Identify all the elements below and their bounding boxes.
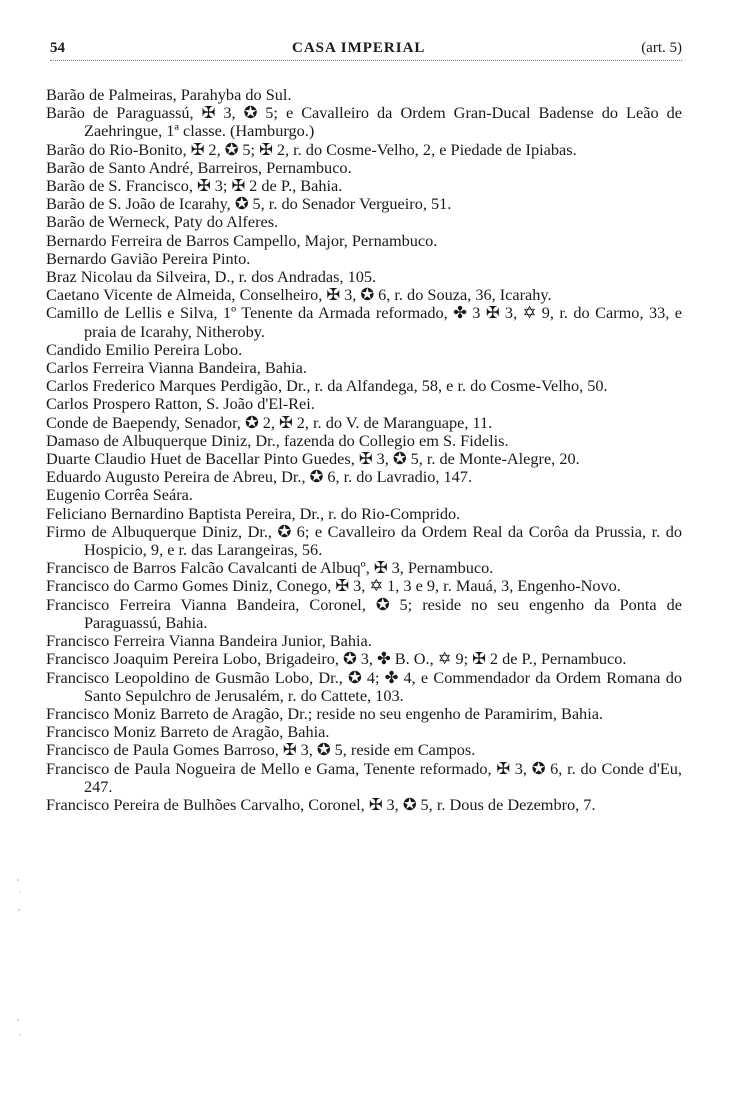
list-item: Francisco Pereira de Bulhões Carvalho, Coronel, ✠ 3, ✪ 5, r. Dous de Dezembro, 7. xyxy=(46,794,596,814)
list-item: Barão de S. João de Icarahy, ✪ 5, r. do Senador Vergueiro, 51. xyxy=(46,194,452,214)
list-item: Carlos Frederico Marques Perdigão, Dr., r. da Alfandega, 58, e r. do Cosme-Velho, 50. xyxy=(46,376,608,396)
list-item: Braz Nicolau da Silveira, D., r. dos Andradas, 105. xyxy=(46,267,377,287)
list-item: Bernardo Gavião Pereira Pinto. xyxy=(46,248,251,268)
article-reference: (art. 5) xyxy=(641,40,682,56)
margin-specks-decoration xyxy=(16,870,22,1050)
list-item: Francisco Moniz Barreto de Aragão, Bahia. xyxy=(46,722,330,742)
header-rule xyxy=(50,60,682,61)
list-item: Duarte Claudio Huet de Bacellar Pinto Guedes, ✠ 3, ✪ 5, r. de Monte-Alegre, 20. xyxy=(46,449,580,469)
list-item: Francisco Leopoldino de Gusmão Lobo, Dr., ✪ 4; ✤ 4, e Commendador da Ordem Romana do Santo Sepulchro de Jerusalém, r. do Cattete, 103. xyxy=(46,667,682,705)
list-item: Barão de Werneck, Paty do Alferes. xyxy=(46,212,279,232)
list-item: Francisco de Paula Gomes Barroso, ✠ 3, ✪ 5, reside em Campos. xyxy=(46,740,476,760)
list-item: Feliciano Bernardino Baptista Pereira, Dr., r. do Rio-Comprido. xyxy=(46,503,461,523)
page-number: 54 xyxy=(50,40,65,56)
list-item: Francisco Ferreira Vianna Bandeira Junior, Bahia. xyxy=(46,631,372,651)
running-title: CASA IMPERIAL xyxy=(292,40,426,56)
list-item: Eugenio Corrêa Seára. xyxy=(46,485,193,505)
list-item: Barão de Palmeiras, Parahyba do Sul. xyxy=(46,85,292,104)
list-item: Francisco Ferreira Vianna Bandeira, Coronel, ✪ 5; reside no seu engenho da Ponta de Paraguassú, Bahia. xyxy=(46,594,682,632)
list-item: Carlos Ferreira Vianna Bandeira, Bahia. xyxy=(46,358,307,378)
list-item: Caetano Vicente de Almeida, Conselheiro, ✠ 3, ✪ 6, r. do Souza, 36, Icarahy. xyxy=(46,285,552,305)
list-item: Candido Emilio Pereira Lobo. xyxy=(46,339,243,359)
list-item: Carlos Prospero Ratton, S. João d'El-Rei. xyxy=(46,394,315,414)
list-item: Francisco do Carmo Gomes Diniz, Conego, ✠ 3, ✡ 1, 3 e 9, r. Mauá, 3, Engenho-Novo. xyxy=(46,576,621,596)
list-item: Barão de Paraguassú, ✠ 3, ✪ 5; e Cavalleiro da Ordem Gran-Ducal Badense do Leão de Zaehringue, 1ª classe. (Hamburgo.) xyxy=(46,103,682,141)
list-item: Camillo de Lellis e Silva, 1º Tenente da Armada reformado, ✤ 3 ✠ 3, ✡ 9, r. do Carmo, 33, e praia de Icarahy, Nitheroby. xyxy=(46,303,682,341)
list-item: Eduardo Augusto Pereira de Abreu, Dr., ✪ 6, r. do Lavradio, 147. xyxy=(46,467,473,487)
page-header xyxy=(50,40,682,64)
list-item: Francisco de Paula Nogueira de Mello e Gama, Tenente reformado, ✠ 3, ✪ 6, r. do Conde d'Eu, 247. xyxy=(46,758,682,796)
list-item: Francisco de Barros Falcão Cavalcanti de Albuqº, ✠ 3, Pernambuco. xyxy=(46,558,494,578)
list-item: Francisco Joaquim Pereira Lobo, Brigadeiro, ✪ 3, ✤ B. O., ✡ 9; ✠ 2 de P., Pernambuco. xyxy=(46,649,627,669)
list-item: Bernardo Ferreira de Barros Campello, Major, Pernambuco. xyxy=(46,230,438,250)
list-item: Francisco Moniz Barreto de Aragão, Dr.; reside no seu engenho de Paramirim, Bahia. xyxy=(46,703,604,723)
list-item: Firmo de Albuquerque Diniz, Dr., ✪ 6; e Cavalleiro da Ordem Real da Corôa da Prussia, r. do Hospicio, 9, e r. das Larangeiras, 56. xyxy=(46,521,682,560)
list-item: Barão de Santo André, Barreiros, Pernambuco. xyxy=(46,157,352,177)
list-item: Barão de S. Francisco, ✠ 3; ✠ 2 de P., Bahia. xyxy=(46,176,343,196)
list-item: Conde de Baependy, Senador, ✪ 2, ✠ 2, r. do V. de Maranguape, 11. xyxy=(46,412,493,432)
list-item: Damaso de Albuquerque Diniz, Dr., fazenda do Collegio em S. Fidelis. xyxy=(46,430,509,450)
entry-list xyxy=(46,86,682,814)
list-item: Barão do Rio-Bonito, ✠ 2, ✪ 5; ✠ 2, r. do Cosme-Velho, 2, e Piedade de Ipiabas. xyxy=(46,139,577,159)
